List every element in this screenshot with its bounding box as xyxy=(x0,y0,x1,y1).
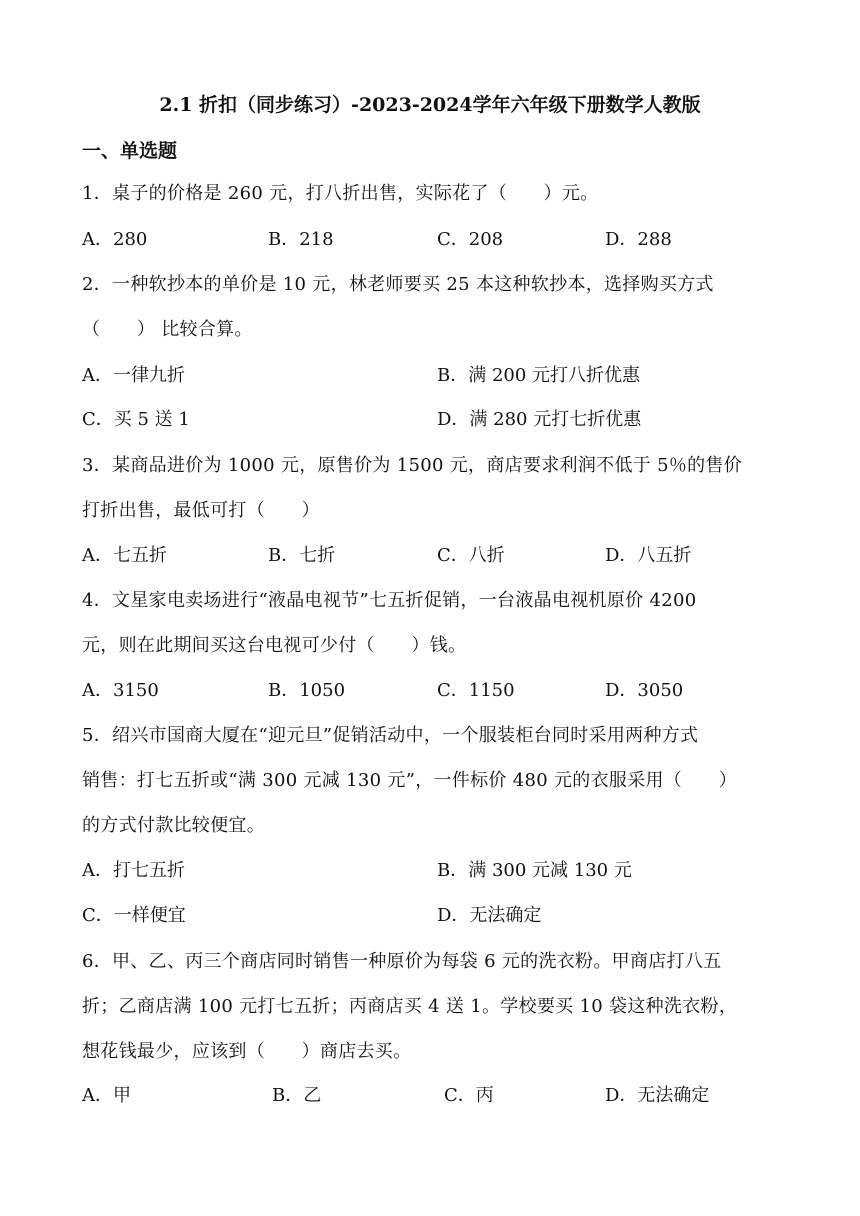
question-5 xyxy=(82,713,782,848)
question-2-line-2: （ ） 比较合算。 xyxy=(82,319,253,340)
option-d: D．无法确定 xyxy=(605,1085,710,1106)
question-3 xyxy=(82,443,782,533)
option-b: B．满 200 元打八折优惠 xyxy=(437,365,641,386)
question-2-options-row-1 xyxy=(82,361,782,391)
question-5-line-2: 销售：打七五折或“满 300 元减 130 元”，一件标价 480 元的衣服采用（ ） xyxy=(82,770,738,791)
question-4-line-2: 元，则在此期间买这台电视可少付（ ）钱。 xyxy=(82,635,467,656)
section-heading: 一、单选题 xyxy=(82,140,178,162)
option-c: C．八折 xyxy=(437,545,505,566)
question-5-options-row-1 xyxy=(82,856,782,886)
question-6-options xyxy=(82,1081,782,1111)
question-2-options-row-2 xyxy=(82,405,782,435)
question-6-line-3: 想花钱最少，应该到（ ）商店去买。 xyxy=(82,1041,412,1062)
question-4-options xyxy=(82,676,782,706)
question-5-line-1: 5．绍兴市国商大厦在“迎元旦”促销活动中，一个服装柜台同时采用两种方式 xyxy=(82,725,699,746)
option-d: D．288 xyxy=(605,229,672,250)
option-b: B．乙 xyxy=(272,1085,322,1106)
option-b: B．满 300 元减 130 元 xyxy=(437,860,632,881)
question-6-line-2: 折；乙商店满 100 元打七五折；丙商店买 4 送 1。学校要买 10 袋这种洗衣粉， xyxy=(82,996,738,1017)
question-1-line-1: 1．桌子的价格是 260 元，打八折出售，实际花了（ ）元。 xyxy=(82,183,599,204)
option-b: B．218 xyxy=(268,229,334,250)
question-6-line-1: 6．甲、乙、丙三个商店同时销售一种原价为每袋 6 元的洗衣粉。甲商店打八五 xyxy=(82,951,722,972)
question-1 xyxy=(82,171,782,216)
option-c: C．1150 xyxy=(437,680,515,701)
question-4 xyxy=(82,578,782,668)
option-a: A．一律九折 xyxy=(82,365,185,386)
option-a: A．打七五折 xyxy=(82,860,185,881)
question-6 xyxy=(82,939,782,1074)
question-3-line-2: 打折出售，最低可打（ ） xyxy=(82,500,320,521)
question-5-line-3: 的方式付款比较便宜。 xyxy=(82,815,265,836)
option-d: D．3050 xyxy=(605,680,684,701)
option-a: A．3150 xyxy=(82,680,159,701)
option-a: A．280 xyxy=(82,229,148,250)
option-a: A．甲 xyxy=(82,1085,131,1106)
question-3-line-1: 3．某商品进价为 1000 元，原售价为 1500 元，商店要求利润不低于 5％的售价 xyxy=(82,455,743,476)
question-1-options xyxy=(82,225,782,255)
option-c: C．208 xyxy=(437,229,504,250)
document-title: 2.1 折扣（同步练习）-2023-2024学年六年级下册数学人教版 xyxy=(159,94,701,116)
option-a: A．七五折 xyxy=(82,545,167,566)
option-c: C．一样便宜 xyxy=(82,905,186,926)
question-2 xyxy=(82,262,782,352)
question-4-line-1: 4．文星家电卖场进行“液晶电视节”七五折促销，一台液晶电视机原价 4200 xyxy=(82,590,697,611)
question-5-options-row-2 xyxy=(82,901,782,931)
option-d: D．满 280 元打七折优惠 xyxy=(437,409,642,430)
question-3-options xyxy=(82,541,782,571)
option-d: D．无法确定 xyxy=(437,905,542,926)
question-2-line-1: 2．一种软抄本的单价是 10 元，林老师要买 25 本这种软抄本，选择购买方式 xyxy=(82,274,714,295)
option-b: B．七折 xyxy=(268,545,336,566)
option-d: D．八五折 xyxy=(605,545,692,566)
option-b: B．1050 xyxy=(268,680,346,701)
option-c: C．买 5 送 1 xyxy=(82,409,190,430)
option-c: C．丙 xyxy=(444,1085,494,1106)
